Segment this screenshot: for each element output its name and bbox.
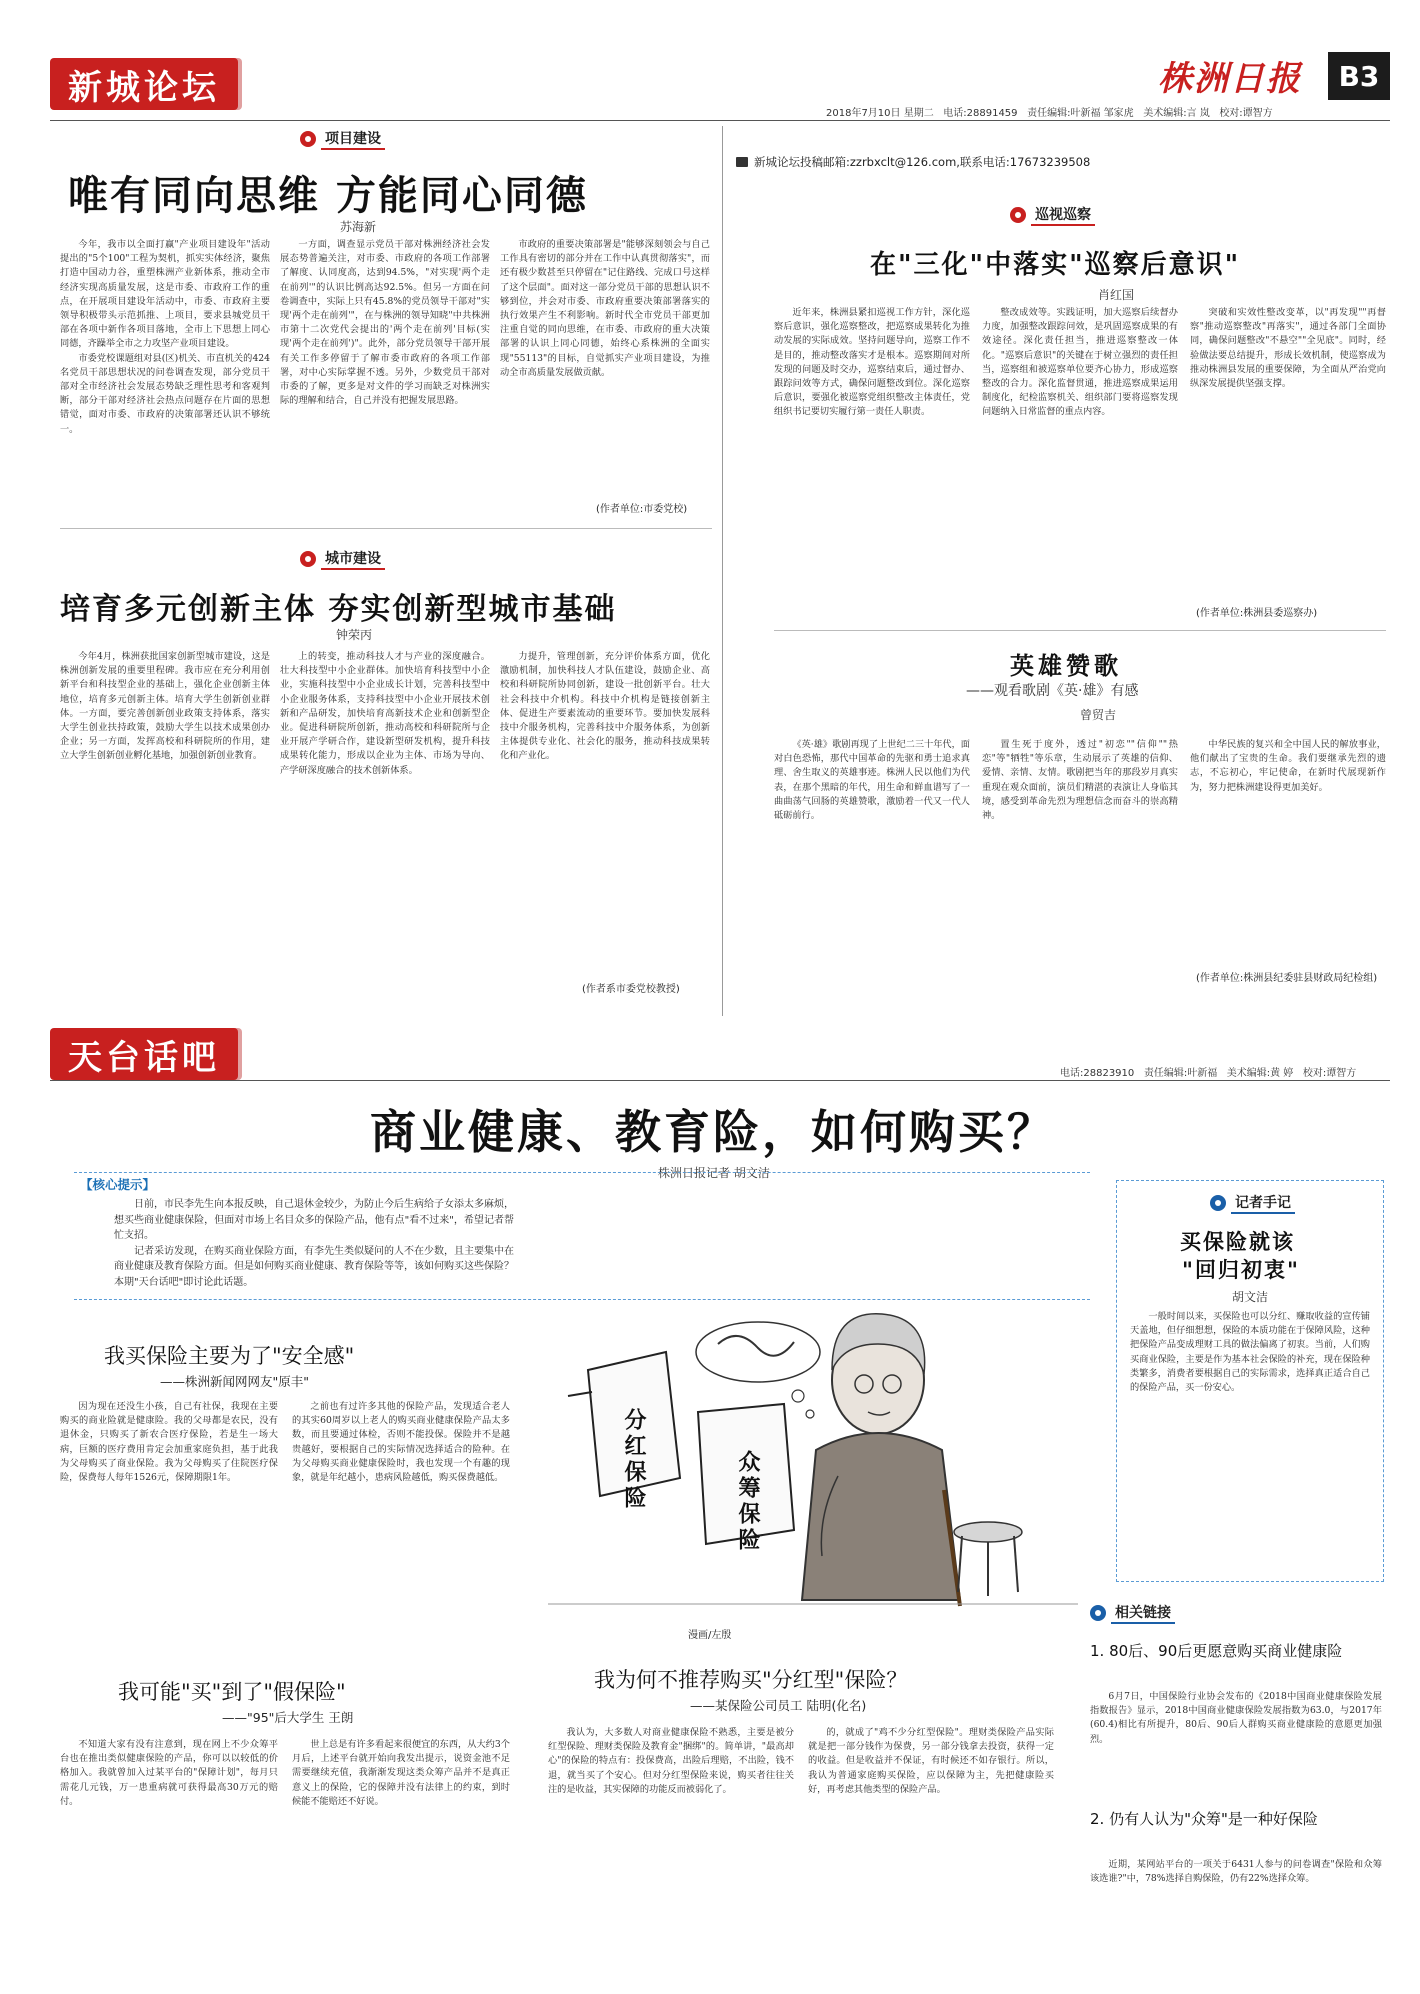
tag-dot-icon xyxy=(1210,1195,1226,1211)
article1-title: 唯有同向思维 方能同心同德 xyxy=(68,172,588,219)
cartoon-credit: 漫画/左殷 xyxy=(688,1630,732,1641)
divider-article2 xyxy=(60,528,712,529)
talk3-title: 我为何不推荐购买"分红型"保险？ xyxy=(594,1668,908,1692)
article4-subtitle: ——观看歌剧《英·雄》有感 xyxy=(966,683,1139,699)
summary-label: 【核心提示】 xyxy=(80,1177,156,1192)
column-divider-top xyxy=(722,126,723,1016)
talk2-title: 我可能"买"到了"假保险" xyxy=(118,1680,346,1704)
article1-col2: 一方面，调查显示党员干部对株洲经济社会发展态势普遍关注，对市委、市政府的各项工作部署了解度、认同度高，达到94.5%，"对实现'两个走在前列'"的认识比例高达92.5%。但另一方面在问卷调查中，实际上只有45.8%的党员领导干部对"实现'两个走在前列'"，在与株洲的领导知晓"中共株洲市第十二次党代会提出的'两个走在前列'目标(实现'两个走在前列')"。此外，部分党员领导干部开展有关工作多停留于了解市委市政府的各项工作部署，对中心实际掌握不透。另外，少数党员干部对市委的了解，更多是对文件的学习而缺乏对株洲实际的理解和结合，自己并没有把握发展思路。 xyxy=(280,239,490,407)
sign2-text: 众筹保险 xyxy=(735,1450,761,1554)
article2-col3: 力提升，管理创新，充分评价体系方面，优化激励机制，加快科技人才队伍建设，鼓励企业、高校和科研院所协同创新，建设一批创新平台。壮大社会科技中介机构。科技中介机构是链接创新主体、促进生产要素流动的重要环节。要加快发展科技中介服务机构，完善科技中介服务体系，为创新主体提供专业化、社会化的服务，推动科技成果转化和产业化。 xyxy=(500,651,710,762)
mail-icon xyxy=(736,157,748,167)
section-title: 新城论坛 xyxy=(68,67,220,108)
notes-title-line1: 买保险就该 xyxy=(1180,1229,1295,1254)
talk2-col1: 不知道大家有没有注意到，现在网上不少众筹平台也在推出类似健康保险的产品，你可以以较低的价格加入。我就曾加入过某平台的"保障计划"，每月只需花几元钱，万一患重病就可获得最高30万元的赔付。 xyxy=(60,1739,278,1807)
section-title: 天台话吧 xyxy=(68,1037,220,1078)
masthead-divider xyxy=(50,120,1390,121)
section-banner-tiantai xyxy=(50,1028,238,1080)
sign1-text: 分红保险 xyxy=(621,1408,647,1512)
article3-col2: 整改成效等。实践证明，加大巡察后续督办力度，加强整改跟踪问效，是巩固巡察成果的有效途径。深化责任担当，推进巡察整改一体化。"巡察后意识"的关键在于树立强烈的责任担当，巡察组和被巡察单位要齐心协力，形成巡察整改的合力。深化监督贯通，推进巡察成果运用制度化，纪检监察机关、组织部门要将巡察发现问题纳入日常监督的重点内容。 xyxy=(982,307,1178,418)
article1-col3: 市政府的重要决策部署是"能够深刻领会与自己工作具有密切的部分并在工作中认真贯彻落实"，而还有极少数甚至只停留在"记住路线、完成口号这样了这个层面"。面对这一部分党员干部的思想认识不够到位，并会对市委、市政府重要决策部署落实的执行效果产生不利影响。新时代全市党员干部更加注重自觉的同向思维，在市委、市政府的重大决策部署的认识上同心同德，始终心系株洲的全面实现"55113"的目标，自觉抓实产业项目建设，为推动全市高质量发展做贡献。 xyxy=(500,239,710,378)
article2-col1: 今年4月，株洲获批国家创新型城市建设，这是株洲创新发展的重要里程碑。我市应在充分利用创新平台和科技型企业的基础上，强化企业创新主体地位，培育多元创新主体。培育大学生创新创业群体。一方面，要完善创新创业政策支持体系，落实大学生创业扶持政策，鼓励大学生以技术成果创办企业；另一方面，发挥高校和科研院所的作用，建立大学生创新创业孵化基地，加强创新创业教育。 xyxy=(60,651,270,762)
section2-meta: 电话:28823910 责任编辑:叶新福 美术编辑:黄 婷 校对:谭智方 xyxy=(1060,1068,1357,1079)
links-heading-1: 1. 80后、90后更愿意购买商业健康险 xyxy=(1090,1642,1343,1660)
mailbox-strip: 新城论坛投稿邮箱:zzrbxclt@126.com,联系电话:17673239508 xyxy=(736,152,1390,172)
talk1-col1: 因为现在还没生小孩，自己有社保，我现在主要购买的商业险就是健康险。我的父母都是农民，没有退休金，只购买了新农合医疗保险，若是生一场大病，巨额的医疗费用肯定会加重家庭负担，基于此我为父母购买了商业保险。我为父母购买了住院医疗保险，保费每人每年1526元，保障期限1年。 xyxy=(60,1401,278,1484)
notes-text: 一般时间以来，买保险也可以分红、赚取收益的宣传铺天盖地，但仔细想想，保险的本质功能在于保障风险，这种把保险产品变成理财工具的做法偏离了初衷。当前，人们购买商业保险，主要是作为基本社会保险的补充，现在保险种类繁多，消费者要根据自己的实际需求，选择真正适合自己的保险产品，买一份安心。 xyxy=(1130,1311,1370,1394)
tag-city-construction: 城市建设 xyxy=(300,548,385,570)
talk2-col2: 世上总是有许多看起来很便宜的东西，从大约3个月后，上述平台就开始向我发出提示，说资金池不足需要继续充值，我渐渐发现这类众筹产品并不是真正意义上的保险，它的保障并没有法律上的约束，到时候能不能赔还不好说。 xyxy=(292,1739,510,1807)
summary-box xyxy=(74,1172,1090,1300)
section2-divider xyxy=(50,1080,1390,1081)
links-text-1: 6月7日，中国保险行业协会发布的《2018中国商业健康保险发展指数报告》显示，2018中国商业健康保险发展指数为63.0，与2017年(60.4)相比有所提升，80后、90后人群购买商业健康险的意愿更加强烈。 xyxy=(1090,1691,1382,1745)
article2-author: 钟荣丙 xyxy=(336,628,373,642)
talk1-who: ——株洲新闻网网友"原丰" xyxy=(160,1374,309,1389)
notes-author: 胡文洁 xyxy=(1232,1290,1269,1304)
talk1-col2: 之前也有过许多其他的保险产品，发现适合老人的其实60周岁以上老人的购买商业健康保险产品太多数，而且要通过体检，否则不能投保。保险并不是越贵越好，要根据自己的实际情况选择适合的险种。在为父母购买商业健康保险时，我也发现一个有趣的现象，就是年纪越小，患病风险越低，购买保费越低。 xyxy=(292,1401,510,1484)
links-heading-2: 2. 仍有人认为"众筹"是一种好保险 xyxy=(1090,1810,1318,1828)
talk3-who: ——某保险公司员工 陆明(化名) xyxy=(690,1698,867,1713)
article2-title: 培育多元创新主体 夯实创新型城市基础 xyxy=(60,592,617,627)
talk3-col1: 我认为，大多数人对商业健康保险不熟悉，主要是被分红型保险、理财类保险及教育金"捆绑"的。简单讲，"最高却心"的保险的特点有：投保费高，出险后理赔，不出险，钱不退，就当买了个安心。但对分红型保险来说，购买者往往关注的是收益，其实保障的功能反而被弱化了。 xyxy=(548,1727,794,1795)
article2-footer: (作者系市委党校教授) xyxy=(582,984,680,995)
paper-logo: 株洲日报 xyxy=(1158,58,1302,99)
page-number-badge: B3 xyxy=(1328,52,1390,100)
links-text-2: 近期，某网站平台的一项关于6431人参与的问卷调查"保险和众筹该选谁?"中，78%选择自购保险，仍有22%选择众筹。 xyxy=(1090,1859,1382,1885)
dateline-meta: 2018年7月10日 星期二 电话:28891459 责任编辑:叶新福 邹家虎 美术编辑:言 岚 校对:谭智方 xyxy=(826,108,1273,119)
tag-project-construction: 项目建设 xyxy=(300,128,385,150)
summary-text: 日前，市民李先生向本报反映，自己退休金较少，为防止今后生病给子女添太多麻烦，想买些商业健康保险，但面对市场上名目众多的保险产品，他有点"看不过来"，希望记者帮忙支招。 记者采访发现，在购买商业保险方面，有李先生类似疑问的人不在少数，且主要集中在商业健康及教育保险方面。但是如何购买商业健康、教育保险等等，该如何购买这些保险？本期"天台话吧"即讨论此话题。 xyxy=(114,1199,514,1288)
talk2-who: ——"95"后大学生 王朗 xyxy=(222,1710,354,1725)
divider-article3 xyxy=(774,630,1386,631)
article3-col1: 近年来，株洲县紧扣巡视工作方针，深化巡察后意识，强化巡察整改，把巡察成果转化为推动发展的实际成效。坚持问题导向，巡察工作不是目的，推动整改落实才是根本。巡察期间对所发现的问题及时交办，巡察结束后，通过督办、跟踪问效等方式，确保问题整改到位。深化巡察后意识，要强化被巡察党组织整改主体责任，党组织书记要切实履行第一责任人职责。 xyxy=(774,307,970,418)
tag-dot-icon xyxy=(300,131,316,147)
tag-dot-icon xyxy=(1090,1605,1106,1621)
talk3-col2: 的，就成了"鸡不少分红型保险"。理财类保险产品实际就是把一部分钱作为保费，另一部分钱拿去投资，获得一定的收益。但是收益并不保证，有时候还不如存银行。所以，我认为普通家庭购买保险，应以保障为主，先把健康险买好，再考虑其他类型的保险产品。 xyxy=(808,1727,1054,1795)
main-reporter: 株洲日报记者 胡文洁 xyxy=(658,1166,770,1180)
article4-author: 曾贸吉 xyxy=(1080,708,1117,722)
tag-inspection: 巡视巡察 xyxy=(1010,204,1095,226)
article3-title: 在"三化"中落实"巡察后意识" xyxy=(870,250,1241,280)
cartoon-illustration xyxy=(548,1300,1078,1612)
article4-footer: (作者单位:株洲县纪委驻县财政局纪检组) xyxy=(1196,973,1378,984)
article4-title: 英雄赞歌 xyxy=(1010,651,1122,680)
article1-col1: 今年，我市以全面打赢"产业项目建设年"活动提出的"5个100"工程为契机，抓实实体经济，聚焦打造中国动力谷，重塑株洲产业新体系，推动全市经济实现高质量发展，这是市委、市政府工作的重点，在开展项目建设年活动中，市委、市政府主要领导积极带头示范抓推、上项目，要求县城党员干部在各项中新作各项目落地，全市上下思想上同心同德，齐躁举全市之力攻坚产业项目建设。 市委党校课题组对县(区)机关、市直机关的424名党员干部思想状况的问卷调查发现，部分党员干部对全市经济社会发展态势缺乏理性思考和客观判断，部分干部对经济社会热点问题存在片面的思想错觉，面对市委、市政府的决策部署还认识不够统一。 xyxy=(60,239,270,435)
article2-col2: 上的转变，推动科技人才与产业的深度融合。壮大科技型中小企业群体。加快培育科技型中小企业，实施科技型中小企业成长计划，完善科技型中小企业服务体系，支持科技型中小企业开展技术创新和产品研发，加快培育高新技术企业和创新型企业。促进科研院所创新，推动高校和科研院所与企业开展产学研合作，建设新型研发机构，提升科技成果转化能力，形成以企业为主体、市场为导向、产学研深度融合的技术创新体系。 xyxy=(280,651,490,776)
talk1-title: 我买保险主要为了"安全感" xyxy=(104,1344,355,1368)
article3-col3: 突破和实效性整改变革，以"再发现""再督察"推动巡察整改"再落实"，通过各部门全面协同，确保问题整改"不悬空""全见底"。同时，经验做法要总结提升，形成长效机制，使巡察成为推动株洲县发展的重要保障，为全面从严治党向纵深发展提供坚强支撑。 xyxy=(1190,307,1386,390)
article4-col3: 中华民族的复兴和全中国人民的解放事业，他们献出了宝贵的生命。我们要继承先烈的遗志，不忘初心，牢记使命，在新时代展现新作为，努力把株洲建设得更加美好。 xyxy=(1190,739,1386,793)
article4-col2: 置生死于度外，透过"初恋""信仰""热恋"等"牺牲"等乐章，生动展示了英雄的信仰、爱情、亲情、友情。歌剧把当年的那段岁月真实重现在观众面前，演员们精湛的表演让人身临其境，感受到革命先烈为理想信念而奋斗的崇高精神。 xyxy=(982,739,1178,822)
article3-footer: (作者单位:株洲县委巡察办) xyxy=(1196,608,1318,619)
tag-reporter-notes: 记者手记 xyxy=(1210,1192,1295,1214)
notes-title-line2: "回归初衷" xyxy=(1182,1257,1300,1282)
section-banner-xincheng xyxy=(50,58,238,110)
article1-author: 苏海新 xyxy=(340,220,377,234)
main-title: 商业健康、教育险，如何购买？ xyxy=(370,1105,1056,1159)
tag-dot-icon xyxy=(300,551,316,567)
tag-related-links: 相关链接 xyxy=(1090,1602,1175,1624)
article1-footer: (作者单位:市委党校) xyxy=(596,504,688,515)
tag-dot-icon xyxy=(1010,207,1026,223)
article3-author: 肖红国 xyxy=(1098,288,1135,302)
article4-col1: 《英·雄》歌剧再现了上世纪二三十年代，面对白色恐怖，那代中国革命的先驱和勇士追求真理、舍生取义的英雄事迹。株洲人民以他们为代表，在那个黑暗的年代，用生命和鲜血谱写了一曲曲荡气回肠的英雄赞歌，激励着一代又一代人砥砺前行。 xyxy=(774,739,970,822)
